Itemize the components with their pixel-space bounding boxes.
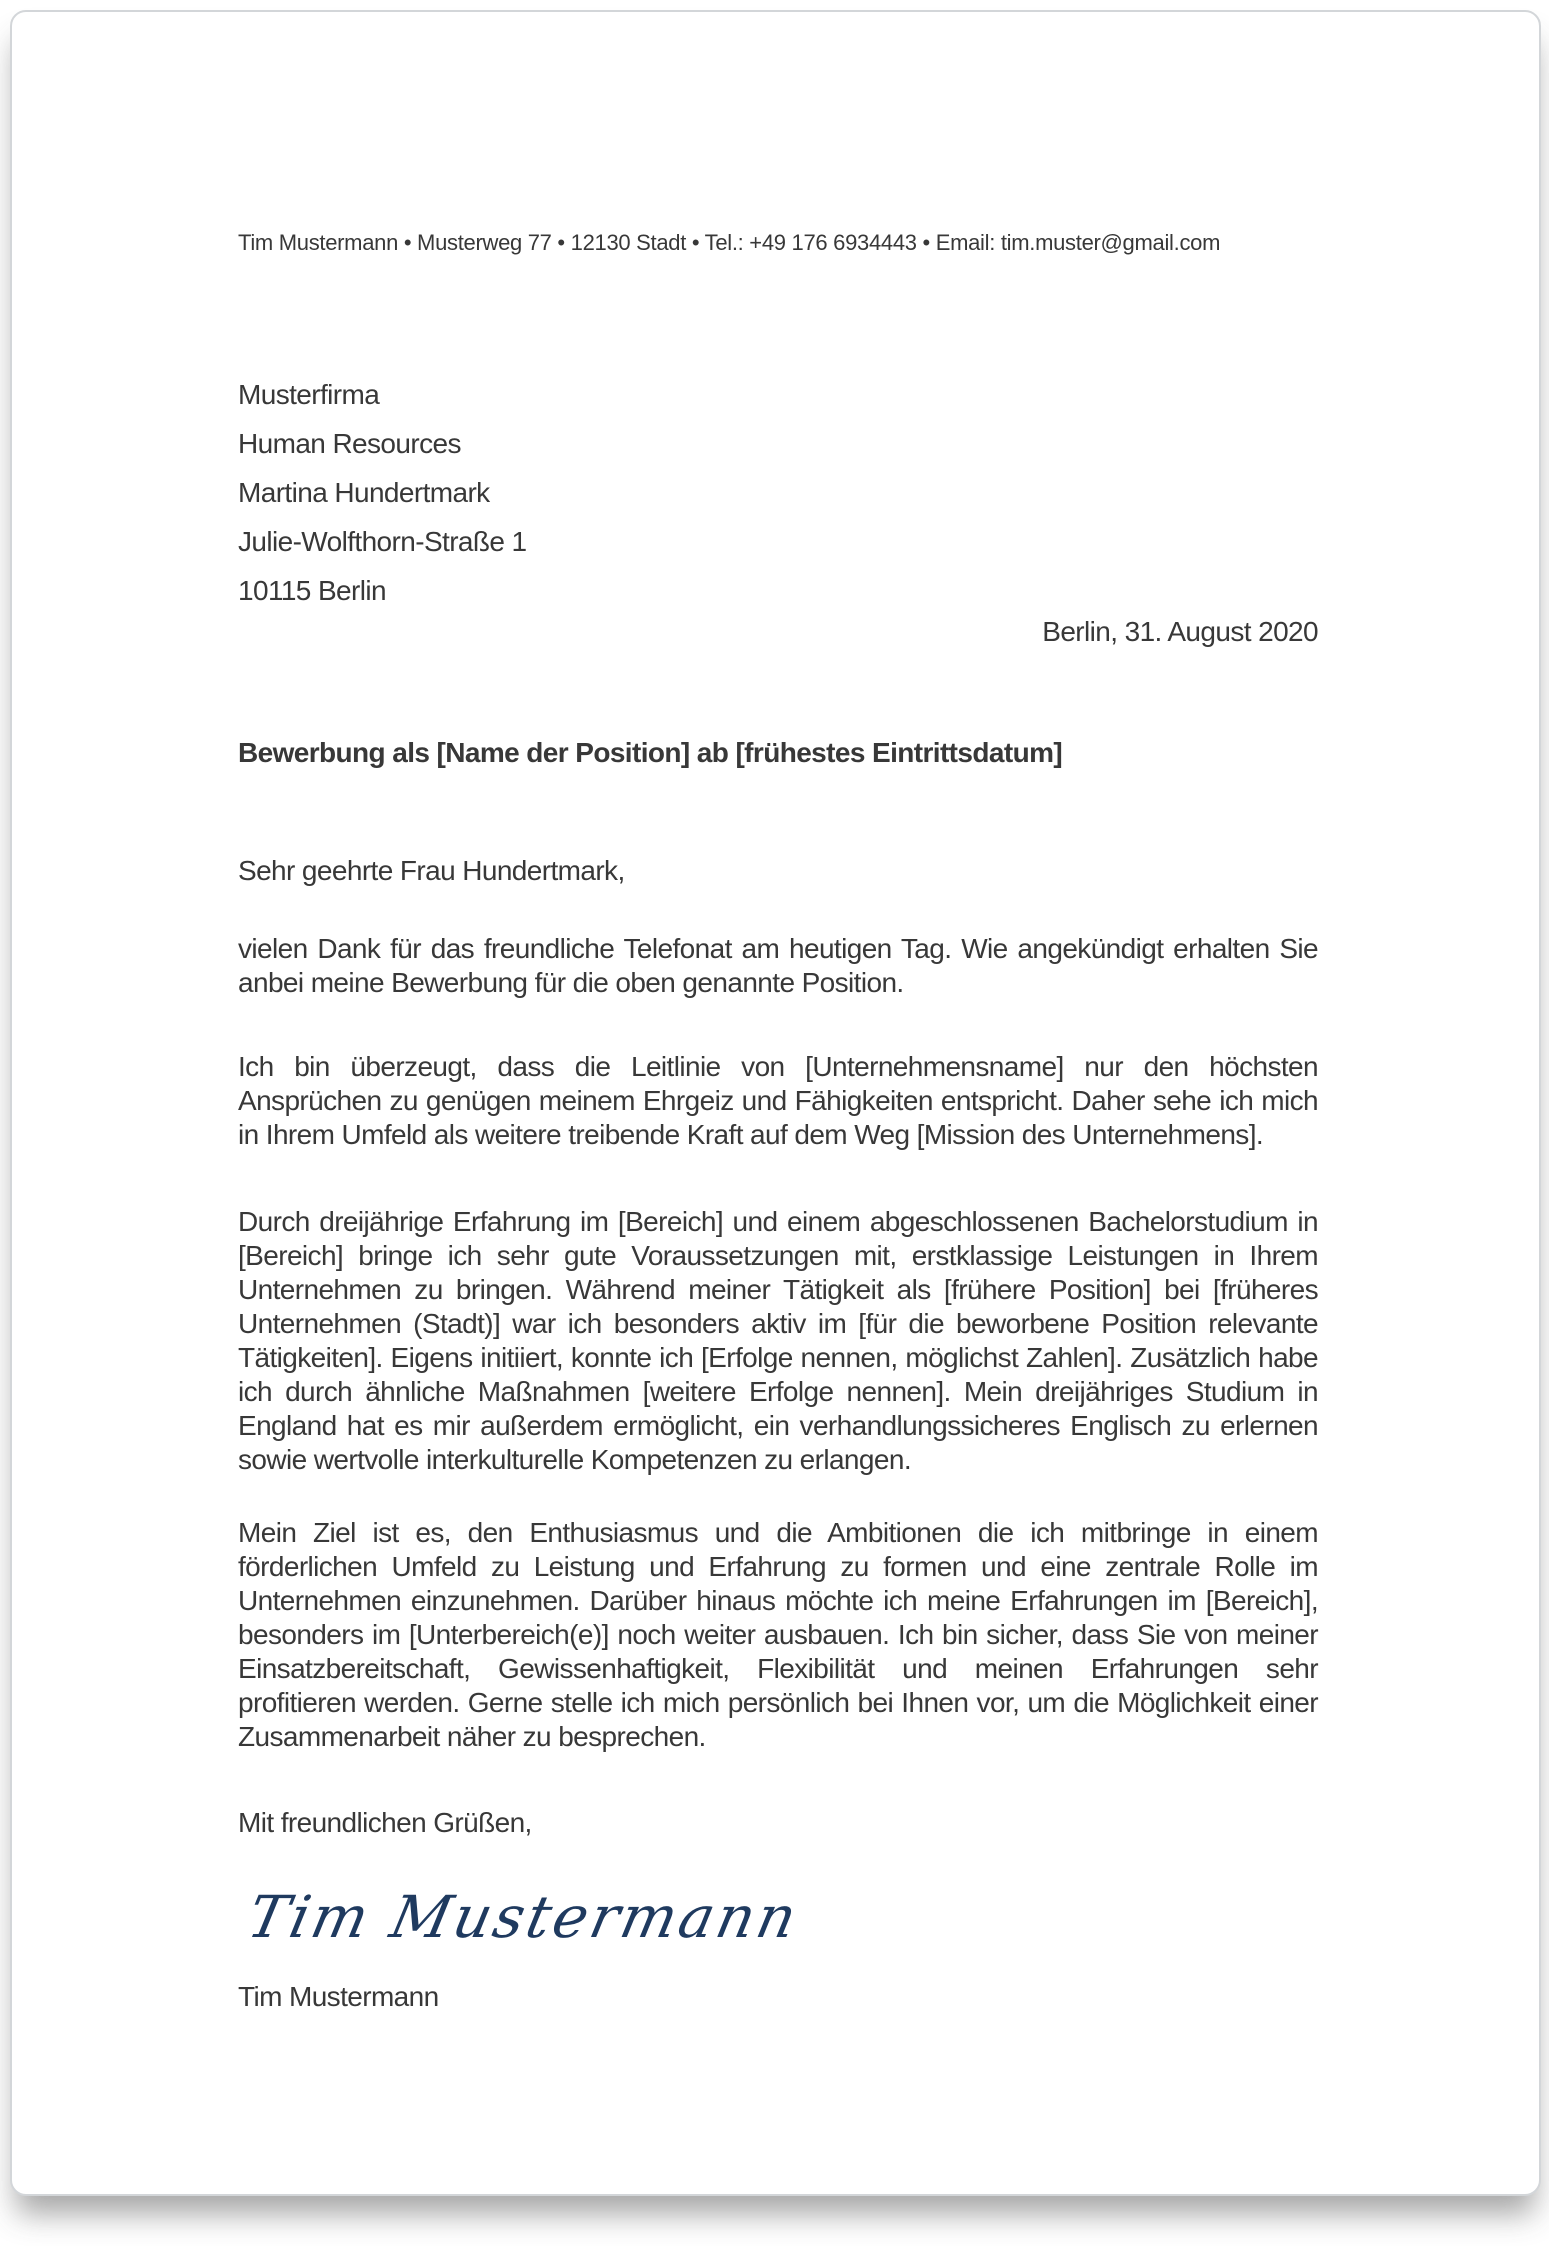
closing-phrase: Mit freundlichen Grüßen, bbox=[238, 1807, 532, 1838]
recipient-contact-person: Martina Hundertmark bbox=[238, 477, 490, 508]
handwritten-signature: Tim Mustermann bbox=[242, 1883, 806, 1951]
recipient-street: Julie-Wolfthorn-Straße 1 bbox=[238, 526, 527, 557]
body-paragraph-2: Ich bin überzeugt, dass die Leitlinie von [Unternehmensname] nur den höchsten Ansprüchen zu genügen meinem Ehrgeiz und Fähigkeiten entspricht. Daher sehe ich mich in Ihrem Umfeld als weitere treibende Kraft auf dem Weg [Mission des Unternehmens]. bbox=[238, 1051, 1318, 1150]
body-paragraph-3: Durch dreijährige Erfahrung im [Bereich] und einem abgeschlossenen Bachelorstudium in [Bereich] bringe ich sehr gute Voraussetzungen mit, erstklassige Leistungen in Ihrem Unternehmen zu bringen. Während meiner Tätigkeit als [frühere Position] bei [früheres Unternehmen (Stadt)] war ich besonders aktiv im [für die beworbene Position relevante Tätigkeiten]. Eigens initiiert, konnte ich [Erfolge nennen, möglichst Zahlen]. Zusätzlich habe ich durch ähnliche Maßnahmen [weitere Erfolge nennen]. Mein dreijähriges Studium in England hat es mir außerdem ermöglicht, ein verhandlungssicheres Englisch zu erlernen sowie wertvolle interkulturelle Kompetenzen zu erlangen. bbox=[238, 1206, 1318, 1475]
body-paragraph-4: Mein Ziel ist es, den Enthusiasmus und die Ambitionen die ich mitbringe in einem förderlichen Umfeld zu Leistung und Erfahrung zu formen und eine zentrale Rolle im Unternehmen einzunehmen. Darüber hinaus möchte ich meine Erfahrungen im [Bereich], besonders im [Unterbereich(e)] noch weiter ausbauen. Ich bin sicher, dass Sie von meiner Einsatzbereitschaft, Gewissenhaftigkeit, Flexibilität und meinen Erfahrungen sehr profitieren werden. Gerne stelle ich mich persönlich bei Ihnen vor, um die Möglichkeit einer Zusammenarbeit näher zu besprechen. bbox=[238, 1517, 1318, 1752]
sender-contact-line: Tim Mustermann • Musterweg 77 • 12130 Stadt • Tel.: +49 176 6934443 • Email: tim.muster@gmail.com bbox=[238, 230, 1221, 255]
recipient-address-block bbox=[238, 370, 1318, 615]
subject-line: Bewerbung als [Name der Position] ab [frühestes Eintrittsdatum] bbox=[238, 737, 1063, 768]
recipient-department: Human Resources bbox=[238, 428, 461, 459]
letter-page bbox=[10, 10, 1541, 2196]
letter-content bbox=[238, 12, 1318, 2014]
recipient-city: 10115 Berlin bbox=[238, 575, 386, 606]
letter-date: Berlin, 31. August 2020 bbox=[1042, 616, 1318, 647]
recipient-company: Musterfirma bbox=[238, 379, 380, 410]
body-paragraph-1: vielen Dank für das freundliche Telefonat am heutigen Tag. Wie angekündigt erhalten Sie anbei meine Bewerbung für die oben genannte Position. bbox=[238, 933, 1318, 998]
salutation: Sehr geehrte Frau Hundertmark, bbox=[238, 855, 625, 886]
signature-printed-name: Tim Mustermann bbox=[238, 1981, 439, 2012]
